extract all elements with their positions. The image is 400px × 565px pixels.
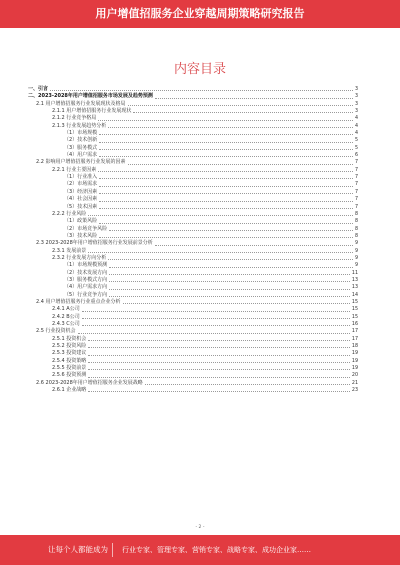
toc-leader-dots [82, 325, 350, 326]
toc-entry-page: 19 [351, 366, 358, 372]
toc-leader-dots [109, 296, 350, 297]
toc-leader-dots [99, 134, 353, 135]
toc-leader-dots [99, 193, 353, 194]
toc-entry-page: 16 [351, 322, 358, 327]
toc-entry-page: 4 [354, 131, 358, 137]
toc-entry-title: 2.2.1 行业主要因素 [52, 166, 97, 173]
toc-leader-dots [98, 171, 353, 172]
toc-leader-dots [128, 105, 353, 106]
toc-entry-title: 2.4 用户增值招服务行业重点企业分析 [36, 298, 121, 305]
toc-leader-dots [88, 215, 353, 216]
toc-entry-title: （2）市场竞争风险 [64, 225, 108, 232]
toc-entry-title: （5）技术因素 [64, 203, 98, 210]
toc-entry[interactable] [28, 380, 358, 387]
toc-entry[interactable] [28, 321, 358, 328]
toc-entry[interactable] [28, 145, 358, 152]
toc-entry-page: 18 [351, 344, 358, 350]
toc-entry[interactable] [28, 226, 358, 233]
toc-leader-dots [108, 259, 353, 260]
toc-entry-title: 2.2 影响用户增值招服务行业发展的因素 [36, 159, 126, 166]
toc-entry-page: 21 [351, 380, 358, 386]
toc-entry-title: （3）服务模式 [64, 144, 98, 151]
toc-entry-title: 2.1 用户增值招服务行业发展现状及格局 [36, 100, 126, 107]
toc-entry-page: 3 [354, 109, 358, 115]
toc-leader-dots [99, 142, 353, 143]
toc-entry-page: 8 [354, 219, 358, 225]
toc-leader-dots [82, 318, 350, 319]
toc-leader-dots [98, 120, 353, 121]
toc-entry-title: 2.1.2 行业竞争格局 [52, 115, 97, 122]
toc-entry-page: 8 [354, 211, 358, 217]
toc-entry[interactable] [28, 284, 358, 291]
toc-entry-title: 2.6 2023-2028年用户增值招服务企业发展战略 [36, 379, 143, 386]
toc-entry[interactable] [28, 240, 358, 247]
toc-leader-dots [99, 186, 353, 187]
toc-entry-page: 4 [354, 116, 358, 122]
toc-leader-dots [88, 347, 350, 348]
toc-entry-title: 2.5.5 投资前景 [52, 365, 87, 372]
toc-entry-title: （3）经济因素 [64, 188, 98, 195]
toc-entry-page: 15 [351, 299, 358, 305]
toc-leader-dots [99, 223, 353, 224]
toc-entry-title: （1）行业准入 [64, 174, 98, 181]
toc-entry-page: 5 [354, 138, 358, 144]
toc-entry-title: 二、2023-2028年用户增值招服务市场发展及趋势预测 [28, 93, 153, 100]
toc-entry-page: 17 [351, 336, 358, 342]
toc-entry-page: 7 [354, 182, 358, 188]
footer-tagline: 行业专家、管理专家、营销专家、战略专家、成功企业家…… [122, 546, 311, 554]
toc-entry-page: 15 [351, 314, 358, 320]
footer-banner [0, 535, 400, 565]
toc-leader-dots [109, 281, 350, 282]
page-number: - 2 - [195, 525, 205, 530]
toc-leader-dots [88, 355, 350, 356]
toc-entry-title: 2.5.1 投资机会 [52, 335, 87, 342]
toc-entry-page: 5 [354, 145, 358, 151]
toc-entry-page: 6 [354, 153, 358, 159]
footer-divider [112, 543, 113, 557]
toc-entry-title: （3）服务模式方向 [64, 276, 108, 283]
toc-entry-title: 2.3.1 发展前景 [52, 247, 87, 254]
toc-entry-page: 7 [354, 160, 358, 166]
toc-leader-dots [123, 303, 350, 304]
toc-entry-page: 23 [351, 388, 358, 394]
toc-leader-dots [108, 127, 353, 128]
toc-entry-title: 2.2.2 行业风险 [52, 210, 87, 217]
toc-entry-title: 2.3.2 行业发展方向分析 [52, 254, 107, 261]
toc-entry-page: 9 [354, 241, 358, 247]
toc-entry[interactable] [28, 262, 358, 269]
toc-entry[interactable] [28, 314, 358, 321]
toc-entry-title: （1）政策风险 [64, 218, 98, 225]
toc-entry-page: 20 [351, 373, 358, 379]
toc-entry-title: （1）市场规模 [64, 130, 98, 137]
toc-entry-page: 8 [354, 233, 358, 239]
toc-entry[interactable] [28, 218, 358, 225]
toc-entry-title: （2）技术创新 [64, 137, 98, 144]
toc-entry[interactable] [28, 115, 358, 122]
toc-entry-page: 7 [354, 204, 358, 210]
toc-leader-dots [145, 384, 350, 385]
toc-entry-page: 13 [351, 277, 358, 283]
toc-entry[interactable] [28, 328, 358, 335]
toc-entry-page: 3 [354, 87, 358, 92]
toc-entry-title: （1）市场规模预测 [64, 262, 108, 269]
table-of-contents [28, 86, 358, 394]
toc-leader-dots [88, 391, 350, 392]
toc-leader-dots [88, 377, 350, 378]
toc-entry-page: 7 [354, 197, 358, 203]
toc-entry-title: 2.4.3 C公司 [52, 321, 80, 327]
toc-entry[interactable] [28, 336, 358, 343]
toc-leader-dots [82, 311, 350, 312]
toc-title: 内容目录 [173, 62, 226, 77]
toc-entry[interactable] [28, 387, 358, 394]
toc-entry[interactable] [28, 93, 358, 100]
toc-leader-dots [99, 156, 353, 157]
toc-entry-title: （5）行业竞争方向 [64, 291, 108, 298]
toc-entry-title: 2.5 行业投资机会 [36, 328, 76, 335]
toc-entry[interactable] [28, 270, 358, 277]
toc-entry[interactable] [28, 181, 358, 188]
toc-entry-page: 7 [354, 189, 358, 195]
toc-entry-title: 2.6.1 企业战略 [52, 387, 87, 394]
toc-leader-dots [133, 112, 353, 113]
toc-entry-title: （2）技术发展方向 [64, 269, 108, 276]
toc-entry-page: 19 [351, 358, 358, 364]
toc-leader-dots [99, 201, 353, 202]
toc-entry-title: （2）市场需求 [64, 181, 98, 188]
toc-leader-dots [78, 333, 350, 334]
toc-entry-title: （3）技术风险 [64, 232, 98, 239]
footer-slogan: 让每个人都能成为 [48, 545, 108, 554]
toc-entry-title: （4）社会因素 [64, 196, 98, 203]
toc-entry-page: 17 [351, 329, 358, 335]
toc-entry-title: 一、引言 [28, 86, 49, 92]
toc-leader-dots [155, 245, 353, 246]
toc-leader-dots [99, 178, 353, 179]
toc-entry-page: 9 [354, 263, 358, 269]
toc-entry[interactable] [28, 204, 358, 211]
toc-entry-title: 2.5.3 投资建议 [52, 350, 87, 357]
toc-leader-dots [109, 289, 350, 290]
toc-entry-page: 4 [354, 123, 358, 129]
toc-entry-title: 2.3 2023-2028年用户增值招服务行业发展前景分析 [36, 240, 153, 247]
toc-entry[interactable] [28, 358, 358, 365]
toc-leader-dots [88, 252, 353, 253]
toc-entry-page: 9 [354, 248, 358, 254]
toc-entry[interactable] [28, 123, 358, 130]
toc-entry-page: 7 [354, 175, 358, 181]
report-title: 用户增值招服务企业穿越周期策略研究报告 [95, 7, 305, 20]
toc-leader-dots [128, 164, 353, 165]
toc-entry-page: 13 [351, 285, 358, 291]
toc-leader-dots [99, 149, 353, 150]
toc-entry[interactable] [28, 196, 358, 203]
toc-leader-dots [109, 274, 350, 275]
toc-entry[interactable] [28, 137, 358, 144]
toc-entry-page: 11 [351, 270, 358, 276]
toc-entry[interactable] [28, 292, 358, 299]
toc-entry-title: （4）用户需求方向 [64, 284, 108, 291]
toc-leader-dots [109, 230, 353, 231]
toc-entry-title: 2.5.4 投资策略 [52, 357, 87, 364]
toc-entry-page: 14 [351, 292, 358, 298]
toc-entry-title: （4）用户需求 [64, 152, 98, 159]
toc-leader-dots [155, 98, 353, 99]
toc-leader-dots [88, 369, 350, 370]
toc-leader-dots [88, 340, 350, 341]
toc-entry-page: 3 [354, 101, 358, 107]
toc-leader-dots [109, 267, 353, 268]
toc-entry-title: 2.4.2 B公司 [52, 313, 80, 320]
toc-entry-page: 19 [351, 351, 358, 357]
toc-entry-title: 2.4.1 A公司 [52, 306, 80, 313]
toc-entry-page: 7 [354, 167, 358, 173]
toc-entry-title: 2.1.3 行业发展趋势分析 [52, 122, 107, 129]
toc-entry-title: 2.1.1 用户增值招服务行业发展现状 [52, 108, 132, 115]
toc-entry-page: 15 [351, 307, 358, 313]
toc-entry[interactable] [28, 248, 358, 255]
toc-entry-title: 2.5.6 投资预测 [52, 372, 87, 379]
toc-entry[interactable] [28, 159, 358, 166]
toc-leader-dots [50, 90, 353, 91]
toc-entry-page: 9 [354, 255, 358, 261]
toc-leader-dots [99, 237, 353, 238]
toc-entry[interactable] [28, 372, 358, 379]
toc-entry[interactable] [28, 306, 358, 313]
toc-leader-dots [88, 362, 350, 363]
toc-entry[interactable] [28, 101, 358, 108]
toc-entry[interactable] [28, 350, 358, 357]
toc-entry-page: 3 [354, 94, 358, 100]
toc-leader-dots [99, 208, 353, 209]
toc-entry-title: 2.5.2 投资风险 [52, 343, 87, 350]
toc-entry-page: 8 [354, 226, 358, 232]
